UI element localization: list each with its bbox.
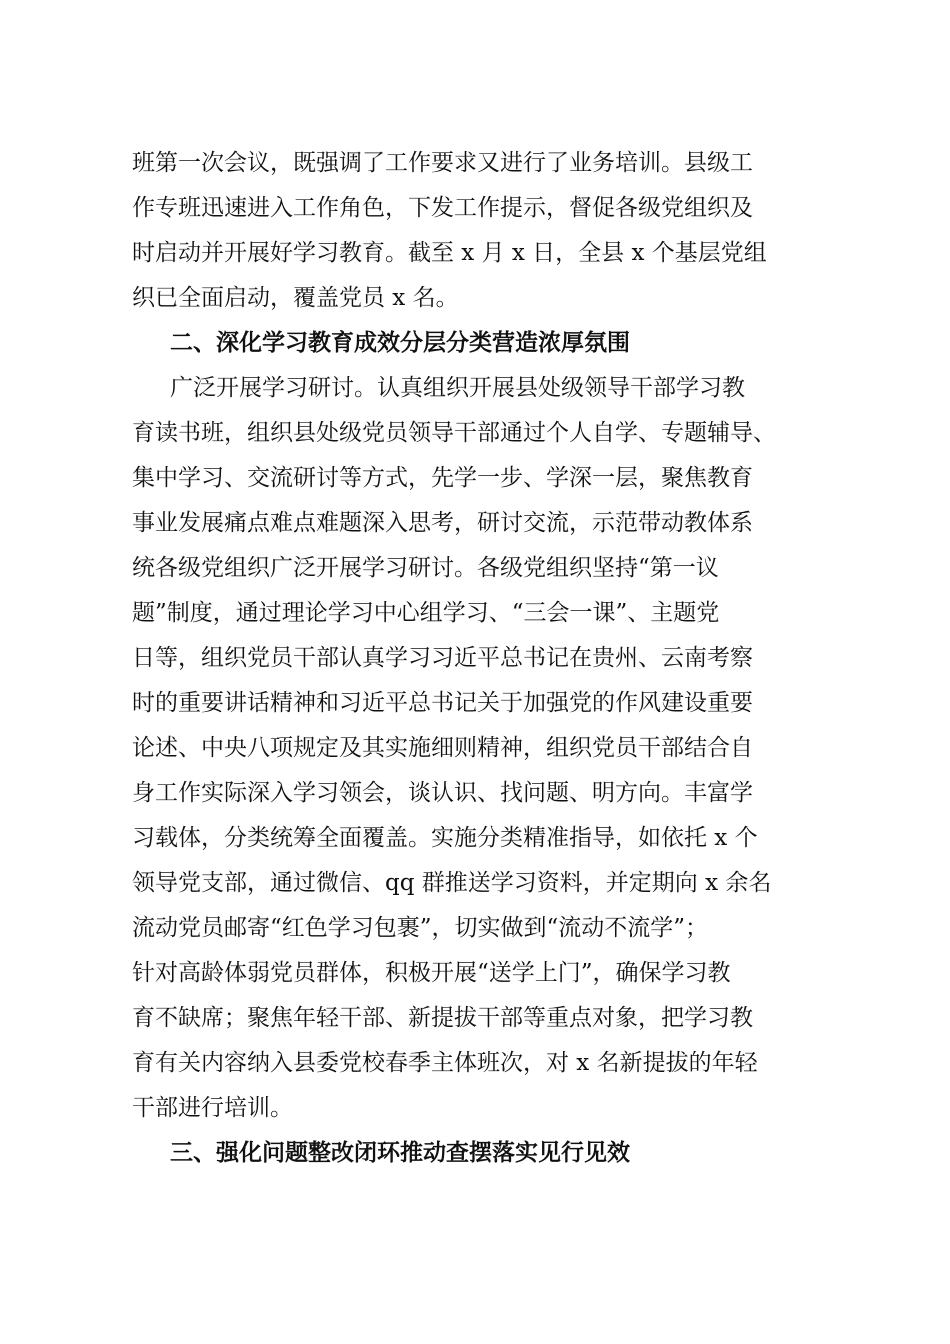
paragraph-line: 事业发展痛点难点难题深入思考，研讨交流，示范带动教体系 [132, 510, 753, 536]
paragraph-line: 织已全面启动，覆盖党员 x 名。 [132, 285, 459, 311]
paragraph-line: 广泛开展学习研讨。认真组织开展县处级领导干部学习教 [170, 375, 745, 401]
paragraph-line: 论述、中央八项规定及其实施细则精神，组织党员干部结合自 [132, 735, 753, 761]
paragraph-line: 育读书班，组织县处级党员领导干部通过个人自学、专题辅导、 [132, 420, 776, 446]
paragraph-line: 干部进行培训。 [132, 1095, 293, 1121]
paragraph-line: 班第一次会议，既强调了工作要求又进行了业务培训。县级工 [132, 150, 753, 176]
paragraph-line: 育不缺席；聚焦年轻干部、新提拔干部等重点对象，把学习教 [132, 1005, 753, 1031]
paragraph-line: 时启动并开展好学习教育。截至 x 月 x 日，全县 x 个基层党组 [132, 240, 767, 266]
paragraph-line: 领导党支部，通过微信、qq 群推送学习资料，并定期向 x 余名 [132, 870, 772, 896]
paragraph-line: 习载体，分类统筹全面覆盖。实施分类精准指导，如依托 x 个 [132, 825, 758, 851]
section-heading-2: 二、深化学习教育成效分层分类营造浓厚氛围 [170, 330, 630, 356]
paragraph-line: 集中学习、交流研讨等方式，先学一步、学深一层，聚焦教育 [132, 465, 753, 491]
paragraph-line: 针对高龄体弱党员群体，积极开展“送学上门”，确保学习教 [132, 960, 731, 986]
paragraph-line: 日等，组织党员干部认真学习习近平总书记在贵州、云南考察 [132, 645, 753, 671]
paragraph-line: 身工作实际深入学习领会，谈认识、找问题、明方向。丰富学 [132, 780, 753, 806]
paragraph-line: 作专班迅速进入工作角色，下发工作提示，督促各级党组织及 [132, 195, 753, 221]
paragraph-line: 育有关内容纳入县委党校春季主体班次，对 x 名新提拔的年轻 [132, 1050, 758, 1076]
paragraph-line: 统各级党组织广泛开展学习研讨。各级党组织坚持“第一议 [132, 555, 719, 581]
section-heading-3: 三、强化问题整改闭环推动查摆落实见行见效 [170, 1140, 630, 1166]
paragraph-line: 时的重要讲话精神和习近平总书记关于加强党的作风建设重要 [132, 690, 753, 716]
paragraph-line: 题”制度，通过理论学习中心组学习、“三会一课”、主题党 [132, 600, 720, 626]
paragraph-line: 流动党员邮寄“红色学习包裹”，切实做到“流动不流学”； [132, 915, 709, 941]
